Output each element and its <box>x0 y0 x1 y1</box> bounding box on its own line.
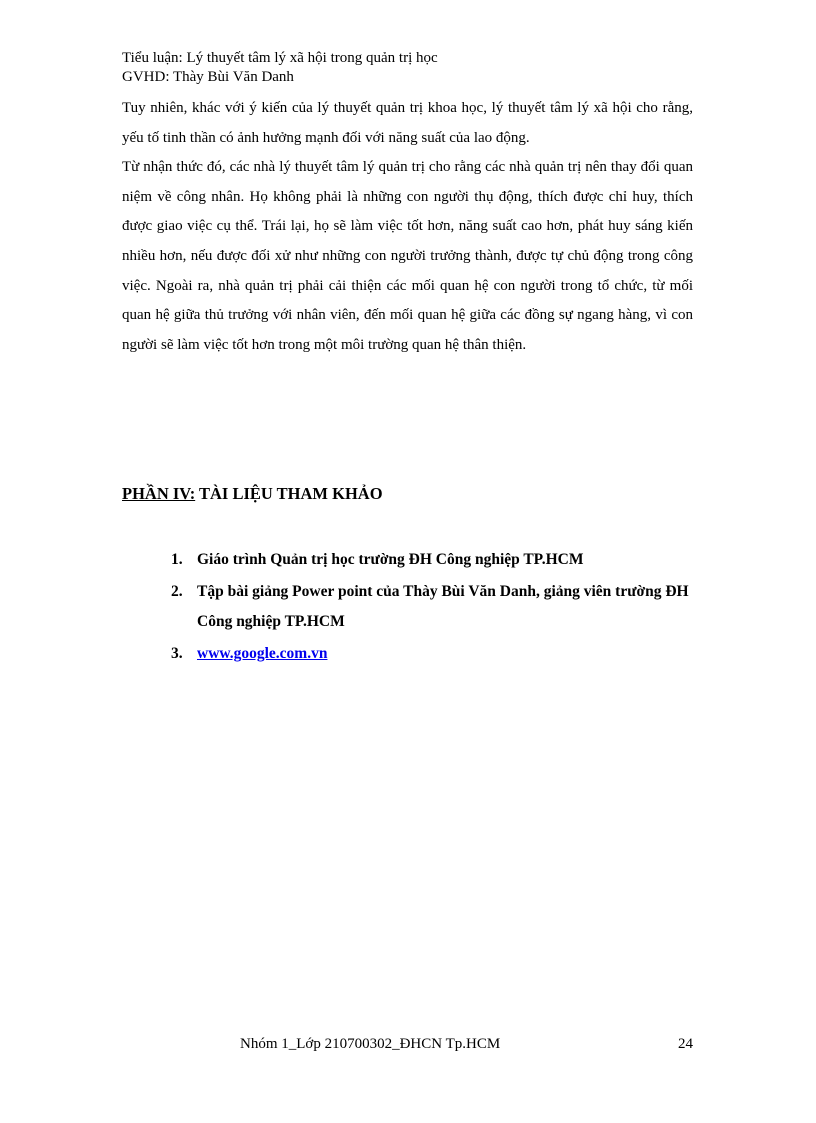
body-text <box>122 94 693 360</box>
list-number: 1. <box>171 551 183 568</box>
list-item <box>171 639 693 669</box>
list-number: 3. <box>171 645 183 662</box>
section-title: TÀI LIỆU THAM KHẢO <box>199 484 383 503</box>
reference-text: Giáo trình Quản trị học trường ĐH Công nghiệp TP.HCM <box>197 551 584 568</box>
page-header <box>122 49 438 87</box>
paragraph: Tuy nhiên, khác với ý kiến của lý thuyết quản trị khoa học, lý thuyết tâm lý xã hội cho rằng, yếu tố tinh thần có ảnh hưởng mạnh đối với năng suất của lao động. <box>122 100 693 146</box>
header-advisor: GVHD: Thày Bùi Văn Danh <box>122 69 294 85</box>
reference-text: Tập bài giảng Power point của Thày Bùi Văn Danh, giảng viên trường ĐH Công nghiệp TP.HCM <box>197 583 689 630</box>
section-heading <box>122 484 383 504</box>
list-item <box>171 577 693 637</box>
list-number: 2. <box>171 583 183 600</box>
page-number: 24 <box>678 1036 693 1052</box>
footer-text: Nhóm 1_Lớp 210700302_ĐHCN Tp.HCM <box>240 1036 501 1052</box>
section-label: PHẦN IV: <box>122 484 196 503</box>
reference-link[interactable]: www.google.com.vn <box>197 645 328 662</box>
references-list <box>171 545 693 671</box>
header-title: Tiểu luận: Lý thuyết tâm lý xã hội trong quản trị học <box>122 50 438 66</box>
paragraph: Từ nhận thức đó, các nhà lý thuyết tâm lý quản trị cho rằng các nhà quản trị nên thay đổi quan niệm về công nhân. Họ không phải là những con người thụ động, thích được chỉ huy, thích được giao việc cụ thể. Trái lại, họ sẽ làm việc tốt hơn, năng suất cao hơn, phát huy sáng kiến nhiều hơn, nếu được đối xử như những con người trưởng thành, được tự chủ động trong công việc. Ngoài ra, nhà quản trị phải cải thiện các mối quan hệ con người trong tổ chức, từ mối quan hệ giữa thủ trưởng với nhân viên, đến mối quan hệ giữa các đồng sự ngang hàng, vì con người sẽ làm việc tốt hơn trong một môi trường quan hệ thân thiện. <box>122 159 693 353</box>
list-item <box>171 545 693 575</box>
